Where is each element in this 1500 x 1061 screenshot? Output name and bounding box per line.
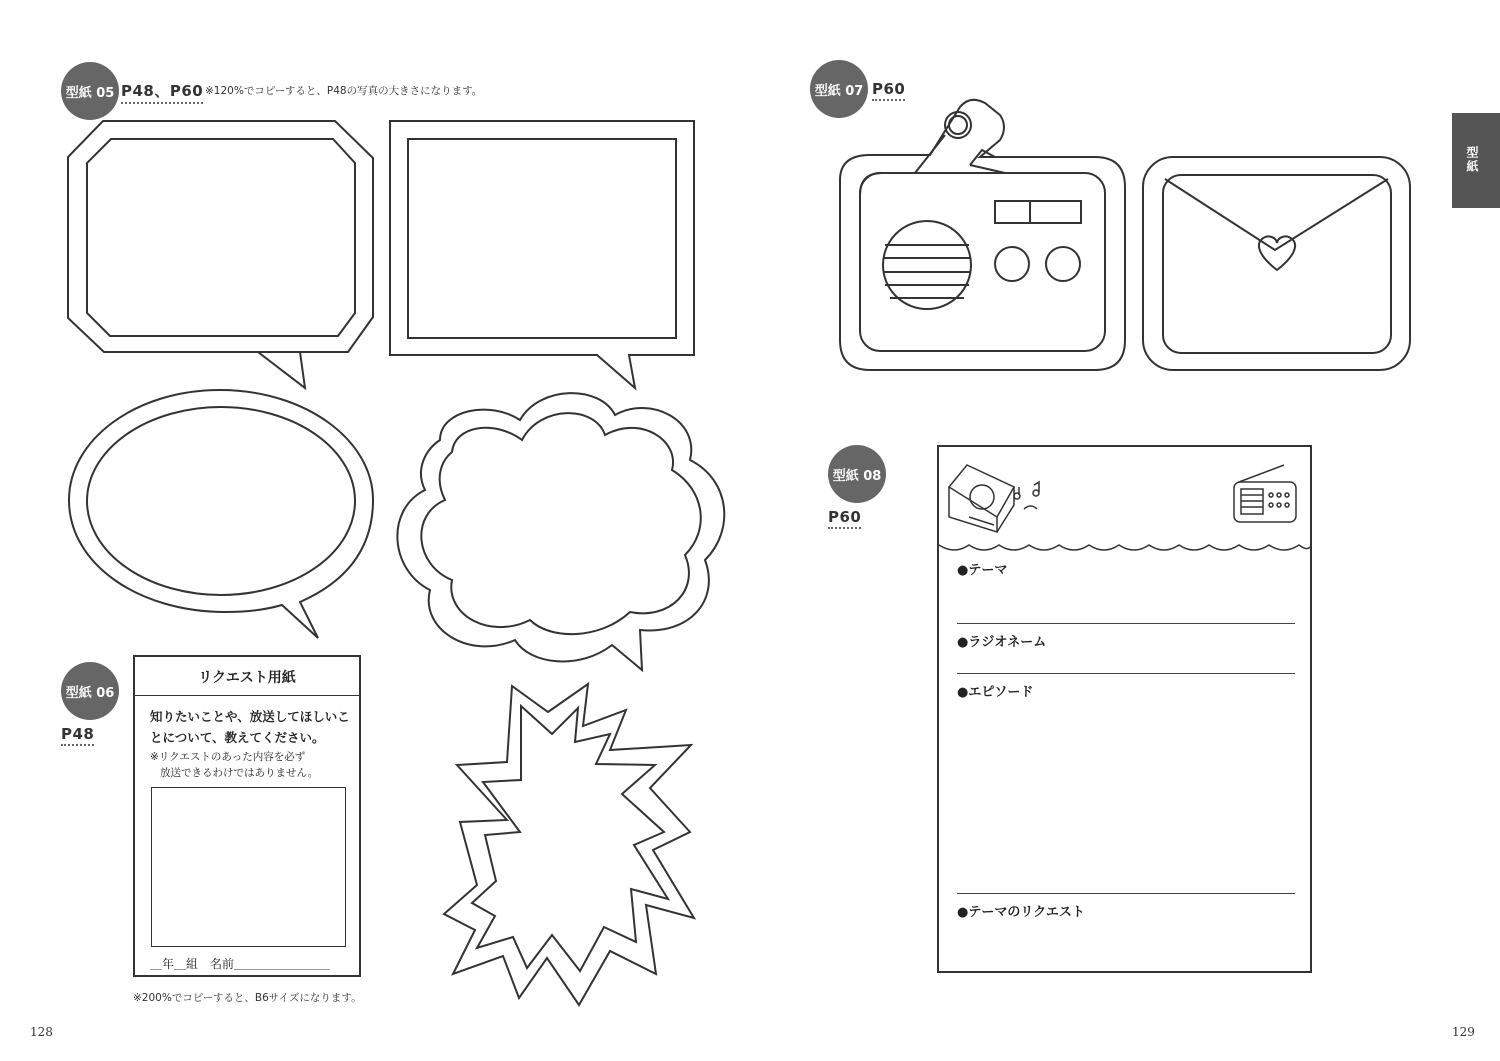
field-theme-line [957, 623, 1295, 624]
side-tab-label: 型紙 [1465, 146, 1479, 174]
request-form-title: リクエスト用紙 [198, 670, 296, 686]
envelope-icon [1165, 179, 1388, 270]
name-line: ＿年＿組 名前＿＿＿＿＿＿＿＿ [150, 957, 331, 971]
request-form-instruction-2: とについて、教えてください。 [150, 730, 325, 745]
page-number-left: 128 [30, 1025, 53, 1039]
letter-card-outline [1143, 157, 1410, 370]
octagon-speech-bubble [68, 121, 373, 388]
radio-request-sheet [937, 445, 1312, 973]
speaker-icon [949, 465, 1014, 532]
template-05-page-ref: P48、P60 [121, 80, 203, 104]
field-theme-request-label: ●テーマのリクエスト [957, 905, 1085, 920]
template-06-note: ※200%でコピーすると、B6サイズになります。 [133, 992, 362, 1004]
music-note-icon [1014, 482, 1039, 509]
radio-icon [883, 201, 1081, 309]
radio-card-outline [840, 100, 1125, 370]
field-theme-label: ●テーマ [957, 563, 1008, 578]
field-episode-label: ●エピソード [957, 685, 1034, 700]
request-form-caution-2: 放送できるわけではありません。 [160, 767, 319, 779]
template-05-badge: 型紙 05 [61, 62, 119, 120]
field-radio-name-label: ●ラジオネーム [957, 635, 1047, 650]
request-form-instruction-1: 知りたいことや、放送してほしいこ [150, 709, 350, 724]
cloud-speech-bubble [397, 393, 724, 670]
template-06-page-ref: P48 [61, 725, 94, 746]
template-08-badge: 型紙 08 [828, 445, 886, 503]
request-form-card [133, 655, 361, 977]
radio-and-letter-cards [830, 95, 1430, 380]
template-05-note: ※120%でコピーすると、P48の写真の大きさになります。 [205, 85, 483, 97]
template-07-badge: 型紙 07 [810, 60, 868, 118]
side-index-tab [1452, 113, 1500, 208]
radio-small-icon [1234, 465, 1296, 522]
field-radio-name-line [957, 673, 1295, 674]
request-writing-box [151, 787, 346, 947]
sheet-header-art [939, 447, 1310, 557]
template-08-page-ref: P60 [828, 508, 861, 529]
request-form-caution-1: ※リクエストのあった内容を必ず [150, 751, 306, 763]
template-06-badge: 型紙 06 [61, 662, 119, 720]
template-07-page-ref: P60 [872, 80, 905, 101]
field-episode-line [957, 893, 1295, 894]
wave-divider [939, 545, 1310, 550]
title-divider [135, 695, 359, 696]
oval-speech-bubble [69, 390, 373, 638]
page-number-right: 129 [1452, 1025, 1475, 1039]
rectangle-speech-bubble [390, 121, 694, 388]
